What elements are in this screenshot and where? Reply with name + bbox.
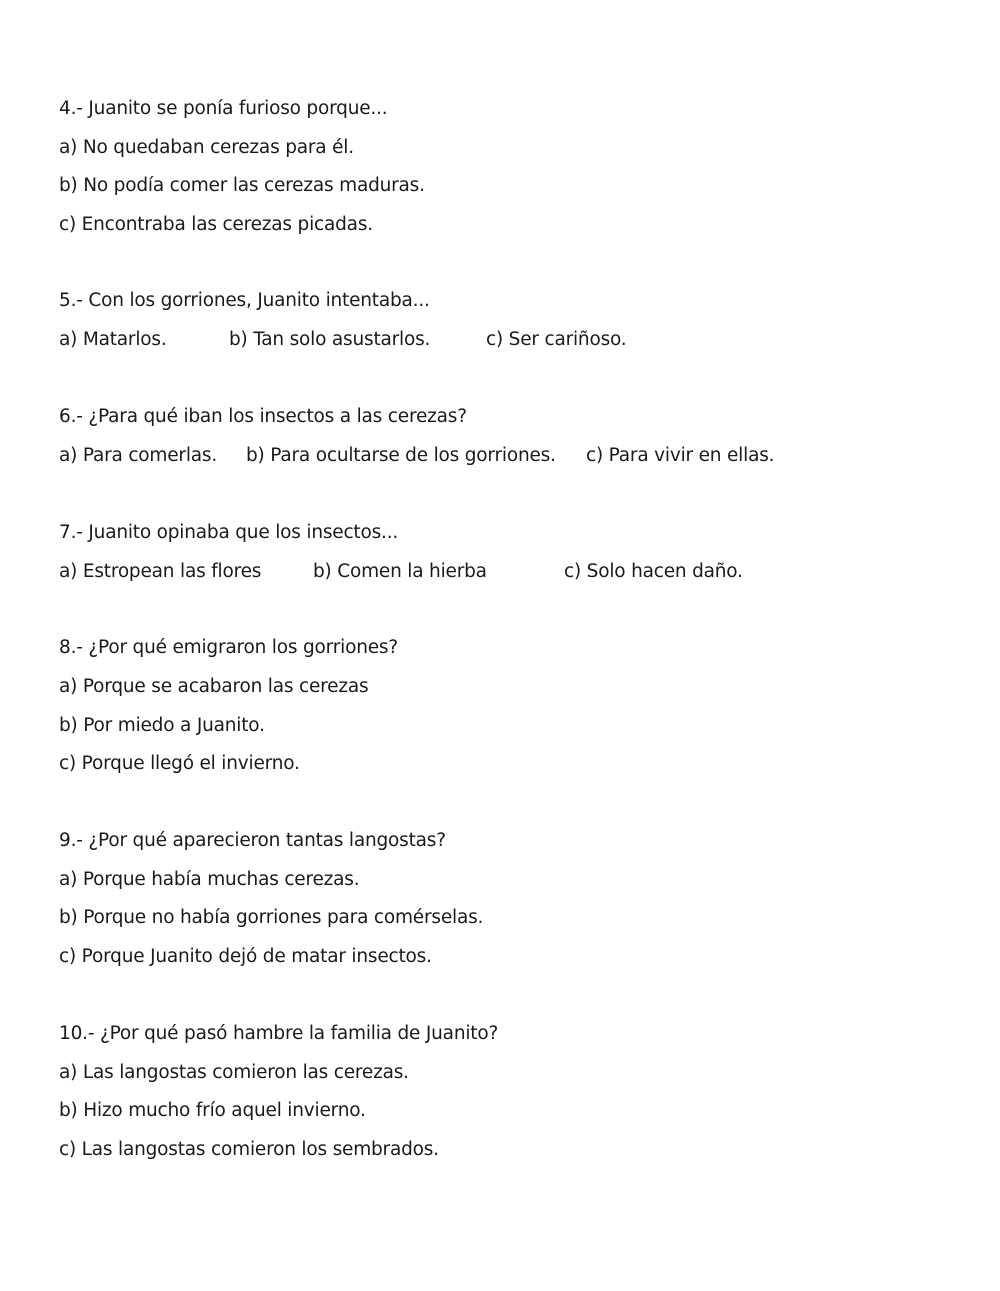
question-4-option-a[interactable]: a) No quedaban cerezas para él. [59, 137, 354, 158]
question-5-prompt: 5.- Con los gorriones, Juanito intentaba... [59, 290, 430, 311]
question-9-option-a[interactable]: a) Porque había muchas cerezas. [59, 869, 360, 890]
question-6-option-a[interactable]: a) Para comerlas. [59, 445, 218, 466]
question-6-option-b[interactable]: b) Para ocultarse de los gorriones. [246, 445, 556, 466]
question-5-option-c[interactable]: c) Ser cariñoso. [486, 329, 627, 350]
question-8-option-a[interactable]: a) Porque se acabaron las cerezas [59, 676, 369, 697]
question-4-prompt: 4.- Juanito se ponía furioso porque... [59, 98, 388, 119]
question-6-prompt: 6.- ¿Para qué iban los insectos a las cerezas? [59, 406, 467, 427]
question-5-option-b[interactable]: b) Tan solo asustarlos. [229, 329, 431, 350]
question-8-prompt: 8.- ¿Por qué emigraron los gorriones? [59, 637, 398, 658]
question-9-option-b[interactable]: b) Porque no había gorriones para comérselas. [59, 907, 484, 928]
question-4-option-b[interactable]: b) No podía comer las cerezas maduras. [59, 175, 425, 196]
question-7-option-c[interactable]: c) Solo hacen daño. [564, 561, 743, 582]
question-10-option-a[interactable]: a) Las langostas comieron las cerezas. [59, 1062, 409, 1083]
question-4-option-c[interactable]: c) Encontraba las cerezas picadas. [59, 214, 373, 235]
question-9-option-c[interactable]: c) Porque Juanito dejó de matar insectos. [59, 946, 432, 967]
question-10-option-b[interactable]: b) Hizo mucho frío aquel invierno. [59, 1100, 366, 1121]
question-10-prompt: 10.- ¿Por qué pasó hambre la familia de Juanito? [59, 1023, 499, 1044]
question-8-option-c[interactable]: c) Porque llegó el invierno. [59, 753, 300, 774]
question-9-prompt: 9.- ¿Por qué aparecieron tantas langostas? [59, 830, 446, 851]
question-5-option-a[interactable]: a) Matarlos. [59, 329, 167, 350]
question-8-option-b[interactable]: b) Por miedo a Juanito. [59, 715, 265, 736]
question-7-option-b[interactable]: b) Comen la hierba [313, 561, 487, 582]
question-7-option-a[interactable]: a) Estropean las flores [59, 561, 262, 582]
question-10-option-c[interactable]: c) Las langostas comieron los sembrados. [59, 1139, 439, 1160]
question-6-option-c[interactable]: c) Para vivir en ellas. [586, 445, 775, 466]
question-7-prompt: 7.- Juanito opinaba que los insectos... [59, 522, 399, 543]
